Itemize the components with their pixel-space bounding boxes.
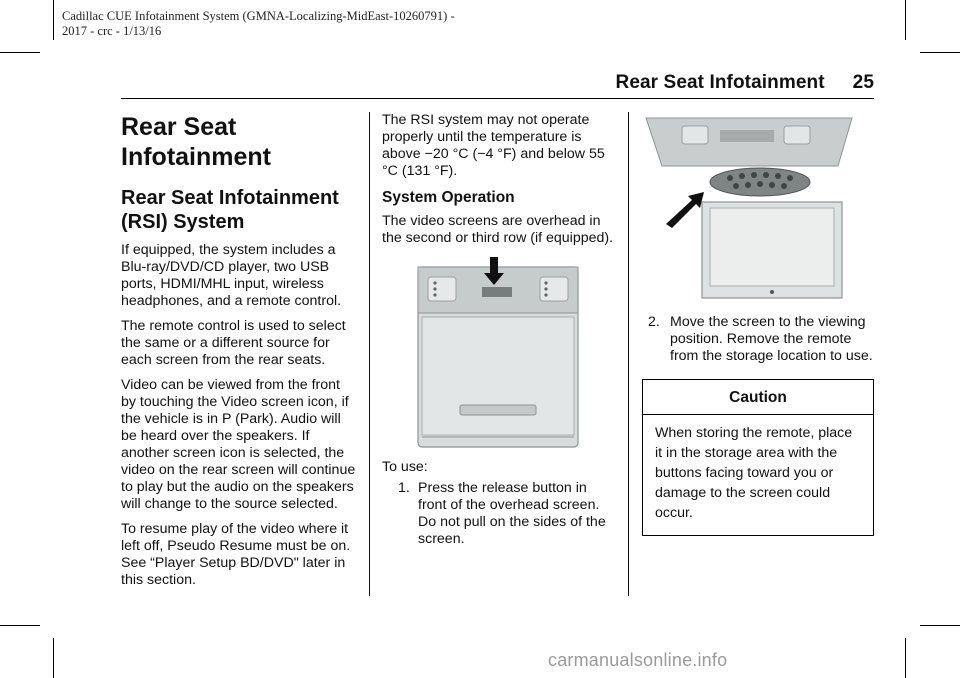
crop-mark bbox=[905, 638, 906, 678]
section-title: Rear Seat Infotainment bbox=[615, 72, 825, 93]
paragraph: If equipped, the system includes a Blu-ray/DVD/CD player, two USB ports, HDMI/MHL input, wireless headphones, and a remote control. bbox=[121, 242, 342, 309]
running-head bbox=[616, 72, 874, 94]
page-title-line2: Infotainment bbox=[121, 143, 271, 171]
crop-mark bbox=[920, 625, 960, 626]
paragraph: Video can be viewed from the front by touching the Video screen icon, if the vehicle is in P (Park). Audio will be heard over the speakers. If another screen icon is selected, the video on the rear screen will continue to play but the audio on the speakers will change to the source selected. bbox=[121, 377, 356, 512]
step-item bbox=[642, 314, 874, 365]
to-use-label: To use: bbox=[382, 459, 428, 475]
document-info-line1: Cadillac CUE Infotainment System (GMNA-Localizing-MidEast-10260791) - bbox=[62, 9, 455, 23]
step-text: Press the release button in front of the overhead screen. Do not pull on the sides of the screen. bbox=[418, 480, 606, 547]
crop-mark bbox=[905, 0, 906, 40]
column-divider bbox=[369, 112, 370, 596]
page-number: 25 bbox=[852, 72, 874, 93]
left-column bbox=[121, 112, 357, 597]
paragraph: The video screens are overhead in the second or third row (if equipped). bbox=[382, 213, 614, 246]
paragraph: To resume play of the video where it left off, Pseudo Resume must be on. See “Player Setup BD/DVD" later in this section. bbox=[121, 521, 351, 588]
open-overhead-screen-illustration bbox=[642, 112, 874, 304]
step-number: 2. bbox=[648, 314, 660, 330]
temperature-note: The RSI system may not operate properly until the temperature is above −20 °C (−4 °F) and below 55 °C (131 °F). bbox=[382, 112, 605, 179]
right-column bbox=[642, 112, 874, 536]
section-heading-line2: (RSI) System bbox=[121, 211, 245, 233]
step-number: 1. bbox=[398, 480, 410, 496]
caution-title: Caution bbox=[643, 380, 873, 415]
column-divider bbox=[628, 112, 629, 596]
step-text: Move the screen to the viewing position. Remove the remote from the storage location to use. bbox=[670, 314, 873, 364]
section-heading-line1: Rear Seat Infotainment bbox=[121, 187, 339, 209]
closed-overhead-screen-illustration bbox=[382, 255, 614, 451]
crop-mark bbox=[920, 52, 960, 53]
page-title-line1: Rear Seat bbox=[121, 113, 237, 141]
crop-mark bbox=[53, 0, 54, 40]
middle-column bbox=[382, 112, 614, 552]
subsection-heading: System Operation bbox=[382, 189, 515, 206]
step-item bbox=[382, 480, 614, 548]
paragraph: The remote control is used to select the same or a different source for each screen from the rear seats. bbox=[121, 318, 346, 368]
crop-mark bbox=[0, 625, 40, 626]
document-info bbox=[62, 9, 522, 39]
page-title bbox=[121, 112, 357, 172]
caution-text: When storing the remote, place it in the storage area with the buttons facing toward you or damage to the screen could occur. bbox=[655, 425, 853, 521]
header-rule bbox=[121, 98, 874, 99]
crop-mark bbox=[53, 638, 54, 678]
caution-box bbox=[642, 379, 874, 536]
section-heading bbox=[121, 186, 357, 234]
document-info-line2: 2017 - crc - 1/13/16 bbox=[62, 24, 162, 38]
watermark: carmanualsonline.info bbox=[548, 650, 728, 670]
crop-mark bbox=[0, 52, 40, 53]
